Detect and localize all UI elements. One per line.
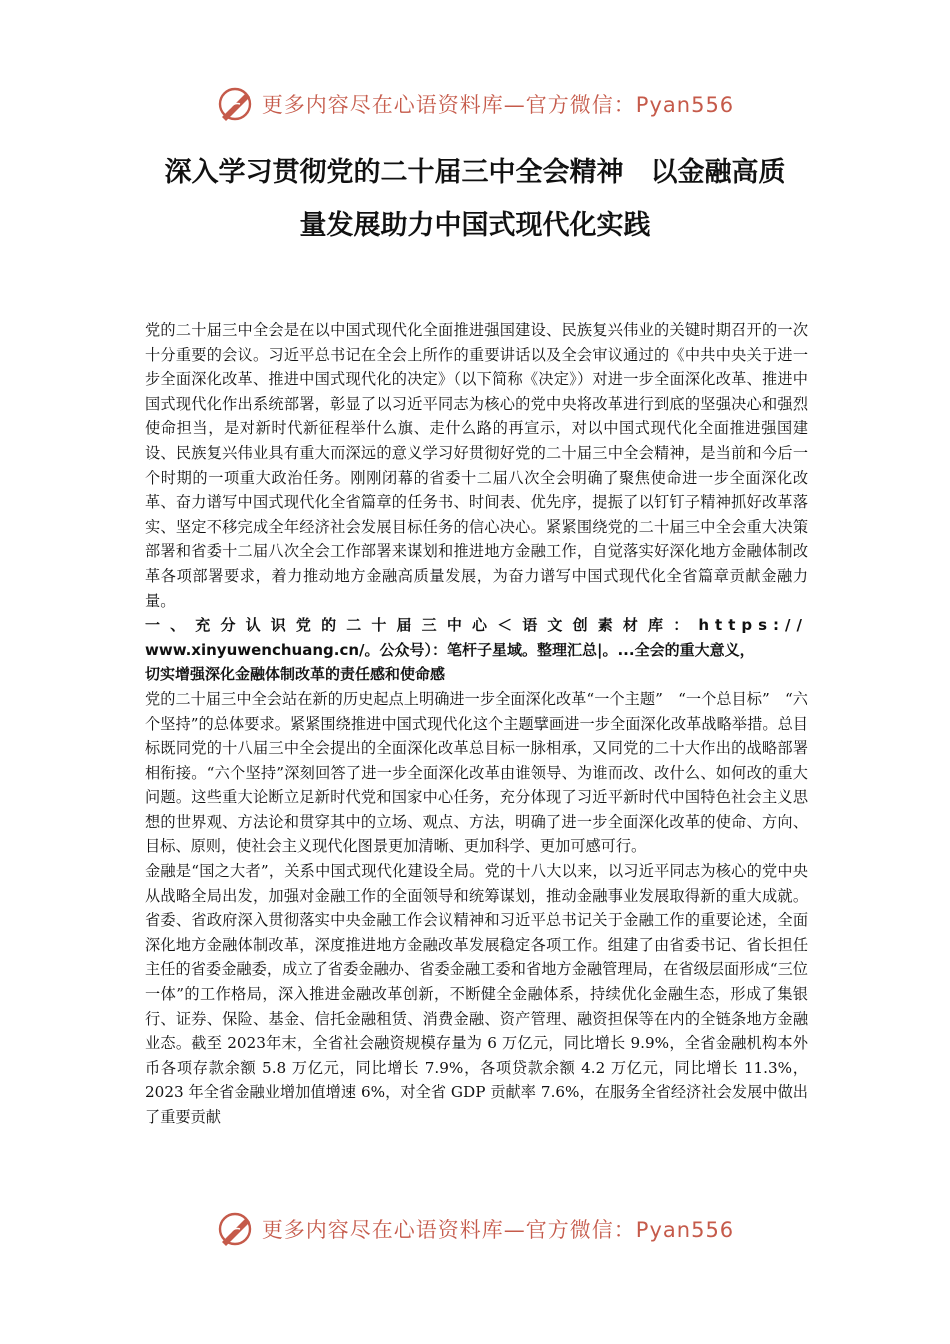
pen-logo-icon — [216, 1209, 256, 1249]
title-line-2: 量发展助力中国式现代化实践 — [299, 210, 651, 241]
page-title — [130, 146, 820, 252]
watermark-text: 更多内容尽在心语资料库—官方微信：Pyan556 — [261, 93, 735, 117]
watermark-footer — [0, 1209, 950, 1249]
pen-logo-icon — [216, 84, 256, 124]
intro-paragraph: 党的二十届三中全会是在以中国式现代化全面推进强国建设、民族复兴伟业的关键时期召开的一次十分重要的会议。习近平总书记在全会上所作的重要讲话以及全会审议通过的《中共中央关于进一步全面深化改革、推进中国式现代化的决定》（以下简称《决定》）对进一步全面深化改革、推进中国式现代化作出系统部署，彰显了以习近平同志为核心的党中央将改革进行到底的坚强决心和强烈使命担当，是对新时代新征程举什么旗、走什么路的再宣示，对以中国式现代化全面推进强国建设、民族复兴伟业具有重大而深远的意义学习好贯彻好党的二十届三中全会精神，是当前和今后一个时期的一项重大政治任务。刚刚闭幕的省委十二届八次全会明确了聚焦使命进一步全面深化改革、奋力谱写中国式现代化全省篇章的任务书、时间表、优先序，提振了以钉钉子精神抓好改革落实、坚定不移完成全年经济社会发展目标任务的信心决心。紧紧围绕党的二十届三中全会重大决策部署和省委十二届八次全会工作部署来谋划和推进地方金融工作，自觉落实好深化地方金融体制改革各项部署要求，着力推动地方金融高质量发展，为奋力谱写中国式现代化全省篇章贡献金融力量。 — [145, 321, 808, 610]
document-body — [145, 318, 808, 1130]
section-paragraph-2: 金融是“国之大者”，关系中国式现代化建设全局。党的十八大以来，以习近平同志为核心的党中央从战略全局出发，加强对金融工作的全面领导和统筹谋划，推动金融事业发展取得新的重大成就。省委、省政府深入贯彻落实中央金融工作会议精神和习近平总书记关于金融工作的重要论述，全面深化地方金融体制改革，深度推进地方金融改革发展稳定各项工作。组建了由省委书记、省长担任主任的省委金融委，成立了省委金融办、省委金融工委和省地方金融管理局，在省级层面形成“三位一体”的工作格局，深入推进金融改革创新，不断健全金融体系，持续优化金融生态，形成了集银行、证券、保险、基金、信托金融租赁、消费金融、资产管理、融资担保等在内的全链条地方金融业态。截至 2023年末，全省社会融资规模存量为 6 万亿元，同比增长 9.9%，全省金融机构本外币各项存款余额 5.8 万亿元，同比增长 7.9%，各项贷款余额 4.2 万亿元，同比增长 11.3%，2023 年全省金融业增加值增速 6%，对全省 GDP 贡献率 7.6%，在服务全省经济社会发展中做出了重要贡献 — [145, 862, 808, 1126]
section-paragraph-1: 党的二十届三中全会站在新的历史起点上明确进一步全面深化改革“一个主题” “一个总目标” “六个坚持”的总体要求。紧紧围绕推进中国式现代化这个主题擘画进一步全面深化改革战略举措。总目标既同党的十八届三中全会提出的全面深化改革总目标一脉相承，又同党的二十大作出的战略部署相衔接。“六个坚持”深刻回答了进一步全面深化改革由谁领导、为谁而改、改什么、如何改的重大问题。这些重大论断立足新时代党和国家中心任务，充分体现了习近平新时代中国特色社会主义思想的世界观、方法论和贯穿其中的立场、观点、方法，明确了进一步全面深化改革的使命、方向、目标、原则，使社会主义现代化图景更加清晰、更加科学、更加可感可行。 — [145, 689, 808, 856]
watermark-header — [0, 84, 950, 124]
title-line-1: 深入学习贯彻党的二十届三中全会精神 以金融高质 — [164, 157, 786, 188]
watermark-text: 更多内容尽在心语资料库—官方微信：Pyan556 — [261, 1218, 735, 1242]
section-heading-line-1: 一、充分认识党的二十届三中心＜语文创素材库：https:// — [145, 616, 808, 635]
section-heading-line-2: www.xinyuwenchuang.cn/。公众号）：笔杆子星域。整理汇总|。...全会的重大意义， — [145, 640, 755, 659]
section-heading-line-3: 切实增强深化金融体制改革的责任感和使命感 — [145, 665, 446, 684]
